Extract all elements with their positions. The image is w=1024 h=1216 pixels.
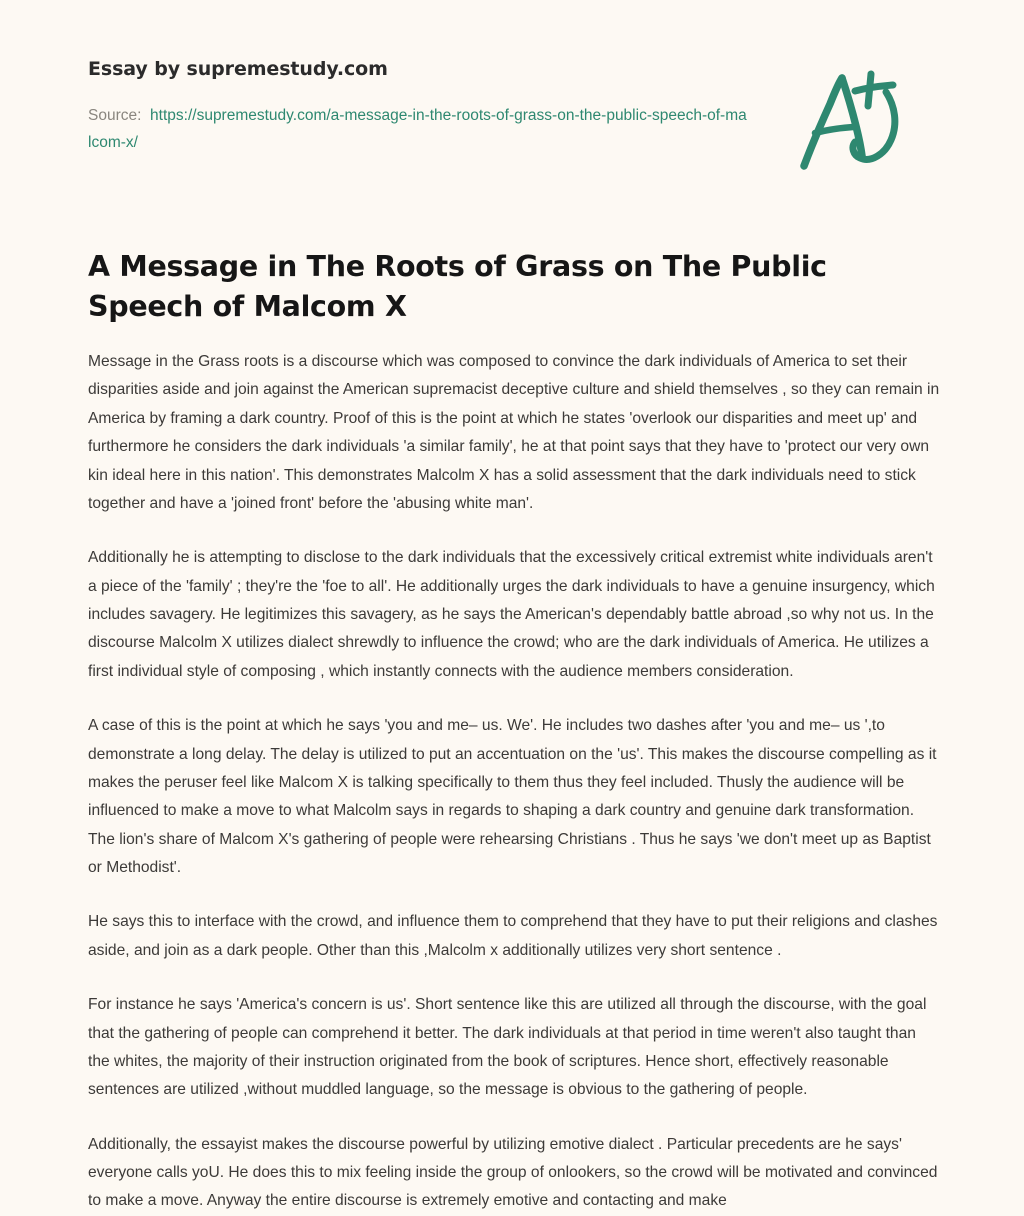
body-paragraph: Message in the Grass roots is a discourse which was composed to convince the dark individuals of America to set their disparities aside and join against the American supremacist deceptive culture and shield themselves , so they can remain in America by framing a dark country. Proof of this is the point at which he states 'overlook our disparities and meet up' and furthermore he considers the dark individuals 'a similar family', he at that point says that they have to 'protect our very own kin ideal here in this nation'. This demonstrates Malcolm X has a solid assessment that the dark individuals need to stick together and have a 'joined front' before the 'abusing white man'.: [88, 353, 940, 512]
source-label: Source:: [88, 106, 142, 124]
a-plus-logo-icon: [798, 66, 918, 176]
page-title: A Message in The Roots of Grass on The Public Speech of Malcom X: [88, 250, 827, 324]
body-paragraph: He says this to interface with the crowd, and influence them to comprehend that they have to put their religions and clashes aside, and join as a dark people. Other than this ,Malcolm x additionally utilizes very short sentence .: [88, 913, 938, 959]
body-paragraph: For instance he says 'America's concern is us'. Short sentence like this are utilized all through the discourse, with the goal that the gathering of people can comprehend it better. The dark individuals at that period in time weren't also taught than the whites, the majority of their instruction originated from the book of scriptures. Hence short, effectively reasonable sentences are utilized ,without muddled language, so the message is obvious to the gathering of people.: [88, 996, 927, 1099]
source-line: [88, 102, 748, 156]
header-text-block: [88, 58, 748, 156]
body-paragraph: Additionally he is attempting to disclose to the dark individuals that the excessively critical extremist white individuals aren't a piece of the 'family' ; they're the 'foe to all'. He additionally urges the dark individuals to have a genuine insurgency, which includes savagery. He legitimizes this savagery, as he says the American's dependably battle abroad ,so why not us. In the discourse Malcolm X utilizes dialect shrewdly to influence the crowd; who are the dark individuals of America. He utilizes a first individual style of composing , which instantly connects with the audience members consideration.: [88, 549, 935, 680]
source-url-link[interactable]: https://supremestudy.com/a-message-in-the-roots-of-grass-on-the-public-speech-of-malcom-x/: [88, 106, 747, 151]
body-paragraph: A case of this is the point at which he says 'you and me– us. We'. He includes two dashes after 'you and me– us ',to demonstrate a long delay. The delay is utilized to put an accentuation on the 'us'. This makes the discourse compelling as it makes the peruser feel like Malcom X is talking specifically to them thus they feel included. Thusly the audience will be influenced to make a move to what Malcolm says in regards to shaping a dark country and genuine dark transformation. The lion's share of Malcom X's gathering of people were rehearsing Christians . Thus he says 'we don't meet up as Baptist or Methodist'.: [88, 717, 937, 876]
body-paragraph: Additionally, the essayist makes the discourse powerful by utilizing emotive dialect . Particular precedents are he says' everyone calls yoU. He does this to mix feeling inside the group of onlookers, so the crowd will be motivated and convinced to make a move. Anyway the entire discourse is extremely emotive and contacting and make: [88, 1135, 938, 1210]
document-header: [0, 0, 1024, 176]
essay-byline: Essay by supremestudy.com: [88, 58, 388, 80]
document-body: [88, 348, 940, 1216]
